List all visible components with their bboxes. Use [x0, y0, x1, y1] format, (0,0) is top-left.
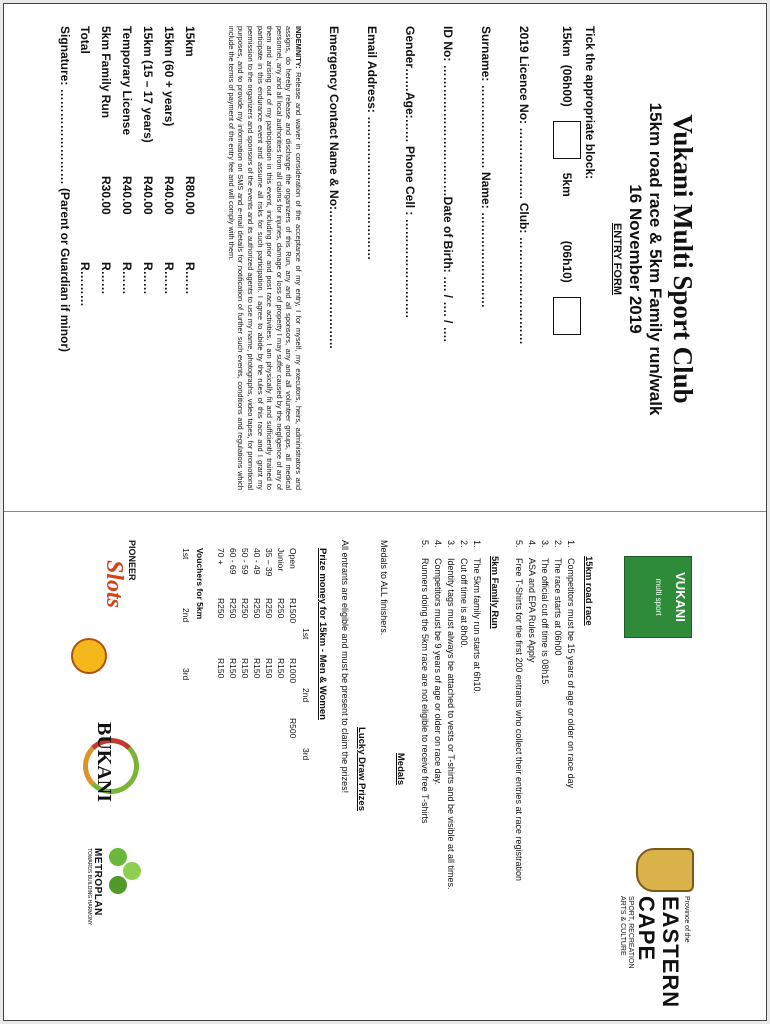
table-row: [287, 548, 299, 1020]
prize-header-3rd: 3rd: [301, 748, 311, 761]
item-number: 5.: [514, 540, 524, 548]
prize-2nd: R150: [240, 658, 250, 679]
fee-amount-field[interactable]: R……: [119, 262, 134, 295]
form-date: 16 November 2019: [626, 184, 645, 334]
fee-name: 15km: [182, 26, 197, 57]
page-divider: [4, 511, 766, 512]
fee-amount-field[interactable]: R……: [98, 262, 113, 295]
prize-1st: R1500: [288, 598, 298, 624]
prize-category: 70 +: [216, 548, 226, 565]
prize-2nd: R1000: [288, 658, 298, 684]
prize-1st: R250: [252, 598, 262, 619]
item-text: Competitors must be 9 years of age or older on race day.: [433, 558, 443, 785]
item-text: Identity tags must always be attached to vests or T-shirts and be visible at all times.: [446, 558, 456, 890]
fee-price: R30.00: [98, 176, 113, 215]
list-item: [551, 540, 564, 1020]
email-field[interactable]: Email Address: ………………………………: [365, 26, 379, 261]
ec-dept-line1: SPORT, RECREATION: [627, 896, 634, 969]
fee-price: R80.00: [182, 176, 197, 215]
item-number: 5.: [420, 540, 430, 548]
fee-amount-field[interactable]: R……: [140, 262, 155, 295]
checkbox-15km[interactable]: [553, 121, 581, 159]
gender-field[interactable]: Gender……Age:…… Phone Cell : …………………….: [403, 26, 417, 319]
prize-table-header: [301, 628, 311, 1020]
prize-header-1st: 1st: [301, 628, 311, 640]
tick-5km-label: 5km: [560, 172, 574, 197]
pioneer-slots-logo: [57, 540, 137, 680]
fee-name: Total: [77, 26, 92, 54]
fee-price: R40.00: [161, 176, 176, 215]
table-row: [227, 548, 239, 1020]
item-text: Cut off time is at 8h00.: [459, 558, 469, 648]
list-item: [418, 540, 431, 1020]
fee-row: [179, 26, 200, 510]
list-item: [431, 540, 444, 1020]
medals-title: Medals: [395, 752, 406, 786]
item-text: Runners doing the 5km race are not eligible to receive free T-shirts: [420, 558, 430, 824]
prize-header-2nd: 2nd: [301, 688, 311, 703]
vukani-logo-text: VUKANI: [673, 572, 688, 622]
medals-text: Medals to ALL finishers.: [379, 540, 389, 636]
tick-row: [553, 26, 581, 510]
indemnity-paragraph: [226, 26, 303, 490]
prize-1st: R250: [240, 598, 250, 619]
slots-text: Slots: [101, 560, 127, 609]
fee-row: [137, 26, 158, 510]
voucher-title: Vouchers for 5km: [195, 548, 205, 620]
checkbox-5km[interactable]: [553, 297, 581, 335]
prize-category: 60 - 69: [228, 548, 238, 575]
fee-amount-field[interactable]: R……: [161, 262, 176, 295]
entry-form-panel: [3, 8, 704, 510]
table-row: [263, 548, 275, 1020]
prize-category: 50 - 59: [240, 548, 250, 575]
prize-category: 35 – 39: [264, 548, 274, 577]
emergency-contact-field[interactable]: Emergency Contact Name & No:……………………………..: [327, 26, 341, 349]
list-item: [444, 540, 457, 1020]
id-field[interactable]: ID No: ……………………………Date of Birth: …. / …. / ….: [441, 26, 455, 342]
fee-name: 5km Family Run: [98, 26, 113, 119]
table-row: [239, 548, 251, 1020]
list-item: [512, 540, 525, 1020]
item-text: Free T-Shirts for the first 200 entrants who collect their entries at race registration: [514, 558, 524, 881]
table-row: [275, 548, 287, 1020]
indemnity-label: INDEMNITY:: [294, 26, 303, 69]
prize-2nd: R150: [228, 658, 238, 679]
ec-province-text: Province of the: [683, 896, 690, 943]
voucher-2nd: 2nd: [181, 608, 191, 623]
family-rules-list: [418, 540, 483, 1020]
item-text: Competitors must be 15 years of age or older on race day: [566, 558, 576, 789]
item-number: 2.: [459, 540, 469, 548]
prize-1st: R250: [264, 598, 274, 619]
form-label: ENTRY FORM: [611, 222, 623, 296]
surname-field[interactable]: Surname: ………………… Name: ……………………: [479, 26, 493, 309]
fee-row: [95, 26, 116, 510]
item-number: 2.: [553, 540, 563, 548]
smiley-icon: [71, 638, 107, 674]
fee-row: [116, 26, 137, 510]
list-item: [470, 540, 483, 1020]
lucky-draw-text: All entrants are eligible and must be present to claim the prizes!: [340, 540, 350, 794]
document-sheet: [3, 3, 767, 1021]
bukani-logo: [59, 718, 139, 808]
list-item: [457, 540, 470, 1020]
prize-2nd: R150: [264, 658, 274, 679]
family-run-title: 5km Family Run: [489, 556, 500, 629]
item-number: 4.: [527, 540, 537, 548]
sponsor-logos: [37, 518, 157, 1020]
fee-name: Temporary License: [119, 26, 134, 136]
prize-2nd: R150: [216, 658, 226, 679]
list-item: [564, 540, 577, 1020]
fee-total-row: [74, 26, 95, 510]
item-text: The official cut off time is 08h15: [540, 558, 550, 685]
prize-money-title: Prize money for 15km - Men & Women: [317, 548, 328, 720]
fee-name: 15km (60 + years): [161, 26, 176, 127]
prize-table: [215, 548, 299, 1020]
prize-1st: R250: [276, 598, 286, 619]
list-item: [538, 540, 551, 1020]
prize-3rd: R500: [288, 718, 298, 739]
tick-5km-time: (06h10): [560, 240, 574, 283]
item-text: ASA and EPA Rules Apply: [527, 558, 537, 663]
indemnity-text: Release and waiver in consideration of the acceptance of my entry, I for myself, my executors, heirs, administrators and assigns, do hereby release and discharge the organizers of this Run, any and all sponsors, any and all volunteer groups, all medical personnel, any and all local authorities from all claims for injuries, damage or loss of property I may suffer caused by the negligence of any of them and arising out of my participation in this event, including prior and post race activities. I am physically fit and sufficiently trained to participate in this endurance event and assume all risks for such participation. I agree to abide by the rules of this race and I grant my permission to the organizers and sponsors of the events and its authorized agents to use my name, photographs, video tapes, for promotional purposes, and to provide my information on SMS and e-mail details for notification of further such events, conditions and regulations which include the terms of payment of the entry fee and will comply with them.: [226, 26, 303, 490]
form-title: Vukani Multi Sport Club: [668, 114, 698, 404]
fee-total-field[interactable]: R………: [77, 262, 92, 307]
race-rules-list: [512, 540, 577, 1020]
tick-15km-time: (06h00): [560, 64, 574, 107]
item-text: The 5km family run starts at 6h10.: [472, 558, 482, 695]
race-info-panel: [3, 518, 704, 1020]
voucher-3rd: 3rd: [181, 668, 191, 681]
metroplan-mark-icon: [107, 848, 141, 898]
metroplan-logo: [51, 848, 141, 968]
pioneer-text: PIONEER: [127, 540, 137, 581]
coat-of-arms-icon: [636, 848, 694, 892]
fee-table: [74, 26, 200, 510]
licence-field[interactable]: 2019 Licence No: ……………… Club: ………………………: [517, 26, 531, 345]
metroplan-subtext: TOWARDS BUILDING HARMONY: [86, 848, 92, 926]
table-row: [215, 548, 227, 1020]
voucher-1st: 1st: [181, 548, 191, 560]
metroplan-text: METROPLAN: [92, 848, 103, 916]
item-number: 3.: [446, 540, 456, 548]
voucher-header: [181, 548, 191, 1020]
prize-category: Open: [288, 548, 298, 569]
fee-row: [158, 26, 179, 510]
tick-heading: Tick the appropriate block:: [583, 26, 597, 180]
prize-2nd: R150: [252, 658, 262, 679]
bukani-text: BUKANI: [93, 722, 115, 803]
vukani-logo-subtext: multi sport: [654, 578, 663, 616]
item-number: 1.: [472, 540, 482, 548]
prize-2nd: R150: [276, 658, 286, 679]
ec-name: EASTERN CAPE: [634, 896, 683, 1009]
prize-category: 40 - 49: [252, 548, 262, 575]
fee-amount-field[interactable]: R……: [182, 262, 197, 295]
table-row: [251, 548, 263, 1020]
fee-price: R40.00: [119, 176, 134, 215]
race-rules-title: 15km road race: [583, 556, 594, 626]
fee-name: 15km (15 – 17 years): [140, 26, 155, 143]
ec-dept-line2: ARTS & CULTURE: [619, 896, 626, 956]
tick-15km-label: 15km: [560, 26, 574, 57]
item-number: 3.: [540, 540, 550, 548]
prize-category: Junior: [276, 548, 286, 572]
prize-1st: R250: [216, 598, 226, 619]
eastern-cape-logo: [618, 896, 690, 1020]
logo-row: [594, 518, 704, 1020]
vukani-logo: [624, 556, 692, 638]
lucky-draw-title: Lucky Draw Prizes: [356, 727, 367, 811]
prize-1st: R250: [228, 598, 238, 619]
item-number: 4.: [433, 540, 443, 548]
fee-price: R40.00: [140, 176, 155, 215]
signature-field[interactable]: Signature: …………………… (Parent or Guardian if minor): [58, 26, 73, 353]
item-number: 1.: [566, 540, 576, 548]
item-text: The race starts at 06h00: [553, 558, 563, 656]
list-item: [525, 540, 538, 1020]
form-subtitle: 15km road race & 5km Family run/walk: [646, 102, 665, 416]
